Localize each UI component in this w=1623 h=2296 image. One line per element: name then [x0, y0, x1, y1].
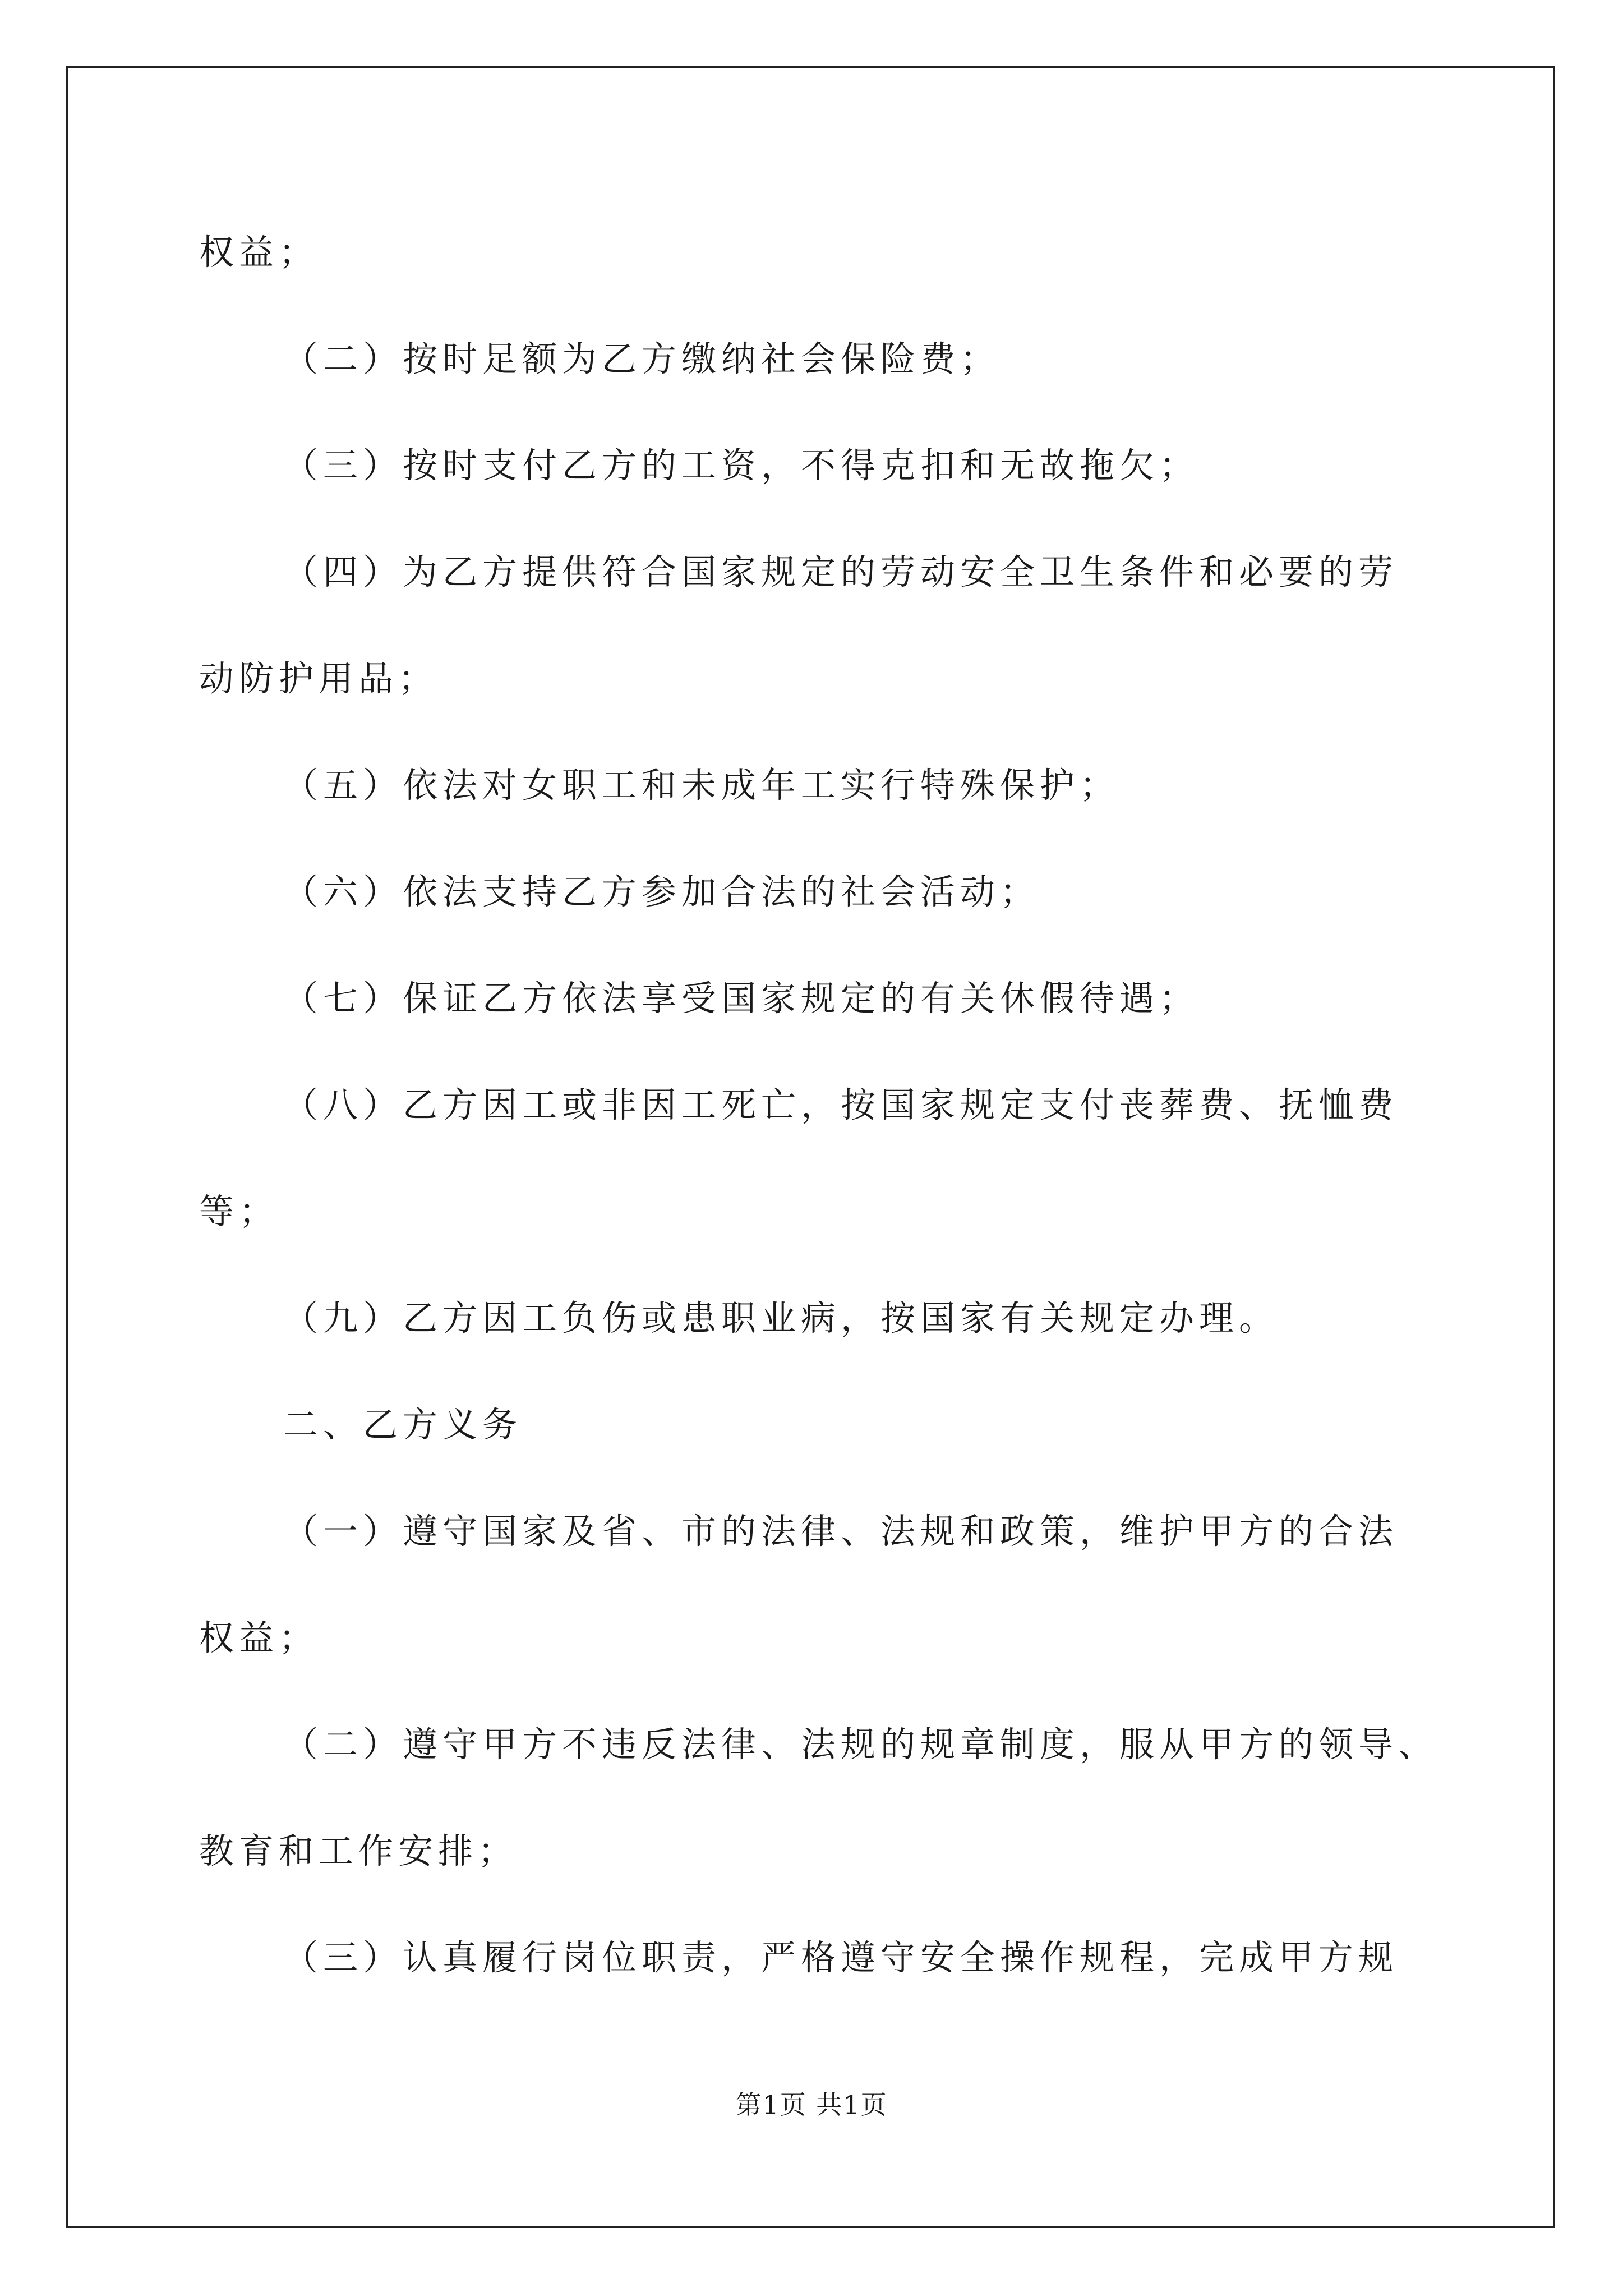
text-line: 等；	[199, 1191, 279, 1232]
text-line: （四）为乙方提供符合国家规定的劳动安全卫生条件和必要的劳	[283, 551, 1399, 592]
text-line: （五）依法对女职工和未成年工实行特殊保护；	[283, 765, 1120, 806]
text-line: （一）遵守国家及省、市的法律、法规和政策，维护甲方的合法	[283, 1511, 1399, 1552]
text-line: （二）按时足额为乙方缴纳社会保险费；	[283, 338, 1000, 379]
page-number: 第1页 共1页	[735, 2090, 888, 2120]
text-line: （七）保证乙方依法享受国家规定的有关休假待遇；	[283, 978, 1200, 1019]
text-line: （九）乙方因工负伤或患职业病，按国家有关规定办理。	[283, 1297, 1279, 1338]
text-line: 权益；	[199, 232, 319, 273]
text-line: （八）乙方因工或非因工死亡，按国家规定支付丧葬费、抚恤费	[283, 1084, 1399, 1125]
text-line: 权益；	[199, 1617, 319, 1658]
text-line: （二）遵守甲方不违反法律、法规的规章制度，服从甲方的领导、	[283, 1724, 1438, 1765]
section-heading: 二、乙方义务	[283, 1404, 523, 1445]
text-line: （三）按时支付乙方的工资，不得克扣和无故拖欠；	[283, 445, 1200, 486]
text-line: 教育和工作安排；	[199, 1830, 518, 1871]
page-border	[66, 66, 1555, 2228]
text-line: 动防护用品；	[199, 658, 439, 699]
text-line: （六）依法支持乙方参加合法的社会活动；	[283, 871, 1040, 912]
text-line: （三）认真履行岗位职责，严格遵守安全操作规程，完成甲方规	[283, 1937, 1399, 1978]
